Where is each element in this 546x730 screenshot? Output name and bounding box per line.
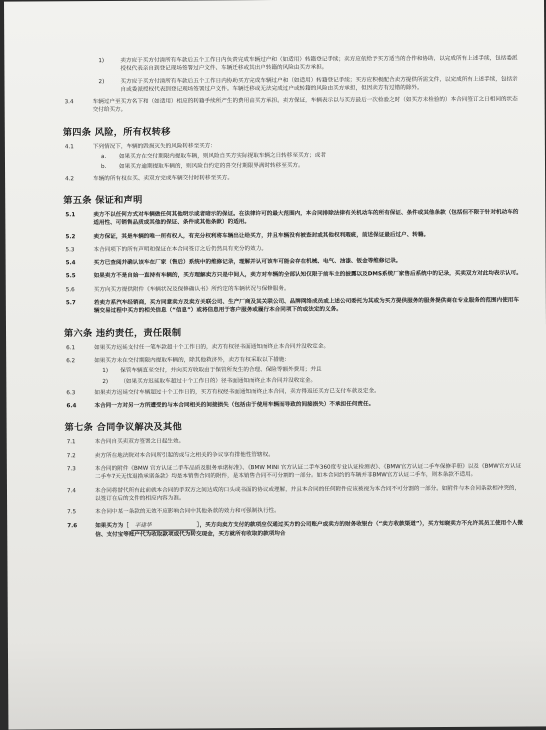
clause-6-1 [66,341,524,352]
clause-number: 5.6 [65,286,75,294]
clause-5-1 [65,208,523,227]
clause-4-1 [65,140,523,151]
clause-7-2 [67,449,525,460]
item-text: 如果买方逾期提取车辆的，则风险自约定的喜交付期限界满时转移至买方。 [119,163,304,171]
clause-5-6 [66,283,524,294]
clause-3-3-item-1 [98,54,522,73]
section-4-title: 第四条 风险，所有权转移 [62,126,171,139]
item-number: 1) [98,58,105,65]
clause-number: 5.1 [65,212,76,219]
clause-7-6 [67,519,525,539]
clause-text: 下列情况下，车辆的毁损灭失的风险转移至买方： [92,143,216,150]
clause-5-2 [65,230,523,241]
clause-text: 卖方保证，其是车辆的唯一所有权人，有充分权利将车辆出让给买方，并且车辆没有被查封或其他权利瑕疵，前述保证最后过户、转籍。 [93,231,430,240]
clause-number: 5.5 [65,273,76,280]
clause-5-3 [65,243,523,254]
clause-text: 如果买方迟延支付任一笔车款超十个工作日的，卖方有权径书面通知而终止本合同并没收定金。 [94,343,330,351]
clause-number: 7.2 [66,452,76,459]
clause-text: 车辆过户至买方名下和（如适用）相应的转籍手续所产生的费用由买方承担。卖方保证，车辆表示以与买方最后一次检验之时（如买方未检验的）本合同签订之日相同的状态交付给买方。 [92,96,518,114]
clause-text: 如果卖方迟延交付车辆超过十个工作日的，买方有权经书面通知而终止本合同，卖方得返还买方已支付车款及定金。 [94,388,380,396]
clause-number: 6.1 [66,344,76,351]
clause-7-3 [67,462,525,481]
item-text: （如果买方迟延取车超过十个工作日的）径书面通知而终止本合同并没收定金。 [120,377,317,385]
clause-7-4 [67,484,525,503]
contract-page [4,0,546,730]
clause-text [95,519,525,539]
clause-number: 4.1 [64,144,74,151]
handwritten-fill-in: 平建华 [131,521,195,531]
clause-number: 7.3 [66,466,76,473]
clause-number: 7.1 [66,439,76,446]
clause-7-1 [67,436,525,447]
clause-text: 卖方所在地法院对本合同所引起的或与之相关的争议享有排他性管辖权。 [94,451,274,459]
clause-text: 买方已查阅并确认该车在厂家（售后）系统中的维修记录，理解并认可该车可能会存在机械、电气、油漆、钣金等维修记录。 [93,258,402,267]
clause-number: 6.3 [66,390,76,397]
clause-number: 5.3 [65,247,75,254]
clause-7-5 [67,506,525,517]
item-number: b. [101,164,107,171]
clause-text: 如果买方未在交付期限内提取车辆的，除其他救济外，卖方有权采取以下措施： [94,356,291,365]
clause-text: 本合同项下的所有声明和保证在本合同签订之后仍然具有充分的效力。 [93,245,267,253]
clause-5-4 [66,257,524,268]
clause-text: 本合同一方对另一方所遭受的与本合同相关的间接损失（包括由于使用车辆而导致的间接损失）不承担任何责任。 [94,401,375,410]
clause-number: 5.4 [65,260,76,267]
clause-number: 3.4 [64,99,74,106]
clause-3-4 [65,96,523,115]
clause-3-3-item-2 [98,75,522,94]
clause-6-2-item-2 [102,375,524,386]
clause-5-7 [66,297,524,316]
clause-text: 车辆的所有权在买、卖双方完成车辆交付时转移至买方。 [93,174,233,182]
clause-number: 6.4 [66,403,77,410]
clause-6-3 [66,386,524,397]
clause-text: 本合同中某一条款的无效不应影响合同中其他条款的效力和可强制执行性。 [95,508,280,516]
item-number: a. [100,154,107,161]
item-text: 卖方应于买方付清所有车款后五个工作日内负责完成车辆过户和（如适用）转籍登记手续；卖方应依给予买方适当的合作和协助，以完成所有上述手续，包括委派授权代表亲自到登记现场签署过户文件、车辆迁移或其出户转籍的风险由买方承担。 [120,55,518,73]
item-number: 1) [102,368,109,375]
section-5-title: 第五条 保证和声明 [63,194,143,207]
clause-prefix: 如果买方为［ [95,522,129,529]
clause-number: 5.7 [65,300,76,307]
item-text: 买方应于买方付清所有车款后五个工作日内协助买方完成车辆过户和（如适用）转籍登记手续；买方应积极配合卖方提供所需文件，以完成所有上述手续，包括亲自或委派授权代表到登记现场签署过户文件。车辆迁移或无法完成过户或转籍的风险由买方承担，但因卖方有过错的除外。 [120,76,518,93]
clause-text: 买方向买方提供附件《车辆状况及保修确认书》所约定的车辆状况与保修服务。 [93,285,290,293]
clause-6-2 [66,354,524,365]
clause-number: 7.5 [67,509,77,516]
clause-text: 本合同将替代所有此前就本合同的手双方之间达成的口头或书面的协议或理解，并且本合同的任何附件应该被视为本合同不可分割的一部分。如附件与本合同条款相冲突的，以签订在后的文件的相应内容为准。 [94,485,521,503]
clause-text: 本合同的附件《BMW 官方认证二手车品质及服务承诺标准》、《BMW MINI 官方认证二手车360度专业认证检测表》、《BMW官方认证二手车保修手册》以及《BMW官方认证二手车7天无忧退换承诺条款》均是本销售合同的附件，是本销售合同不可分割的一部分。如本合同约的车辆并非BMW官方认证二手车，则本条款不适用。 [94,463,522,481]
clause-4-1-item-b [101,161,523,172]
clause-4-2 [65,172,523,183]
clause-5-5 [66,270,524,281]
item-text: 保管车辆直至交付，并向买方收取由于保管所发生的合理、保险等额外费用；并且 [120,366,322,375]
section-6-title: 第六条 违约责任，责任限制 [63,327,182,339]
clause-suffix: ］，买方向卖方支付的款项应仅通过买方的公司账户或卖方的财务收银台（“卖方收款渠道”），买方知晓卖方不允许其员工使用个人微信、支付宝等账户代为收取款项或代为转交现金，买方就所有收取的款项均合 [95,519,523,538]
clause-text: 若卖方系汽车经销商，买方同意卖方及卖方关联公司、生产厂商及其关联公司、品牌网络成员或上述公司委托为其或为买方提供服务的服务提供商在专业服务的范围内使用车辆交易过程中买方的相关信息（“信息”）或将信息用于客户服务或履行本合同项下的或法定的义务。 [93,297,519,315]
clause-text: 如果卖方不是自始一直持有车辆的，买方理解卖方只是中间人，卖方对车辆的全部认知仅限于前车主的披露以及DMS系统厂家售后系统中的记录，买卖双方对此均表示认可。 [93,270,522,280]
clause-4-1-item-a [101,151,523,162]
clause-number: 6.2 [66,358,76,365]
clause-number: 7.6 [67,522,78,529]
clause-text: 卖方不以任何方式对车辆做任何其他明示或者暗示的保证。在法律许可的最大范围内，本合同排除法律有关机动车的所有保证、条件或其他条款（包括但不限于针对机动车的适用性、可销售品质或其他的保证、条件或其他条款）的适用。 [93,209,519,227]
clause-text: 本合同自买卖双方签署之日起生效。 [94,438,185,446]
clause-number: 5.2 [65,233,76,240]
item-number: 2) [98,78,105,85]
clause-number: 4.2 [65,175,75,182]
item-number: 2) [102,378,109,385]
clause-6-4 [66,400,524,411]
clause-number: 7.4 [66,487,76,494]
clause-6-2-item-1 [102,365,524,376]
section-7-title: 第七条 合同争议解决及其他 [64,421,183,434]
item-text: 如果买方在交付期限内提取车辆，则风险自买方实际提取车辆之日转移至买方；或者 [118,152,326,161]
